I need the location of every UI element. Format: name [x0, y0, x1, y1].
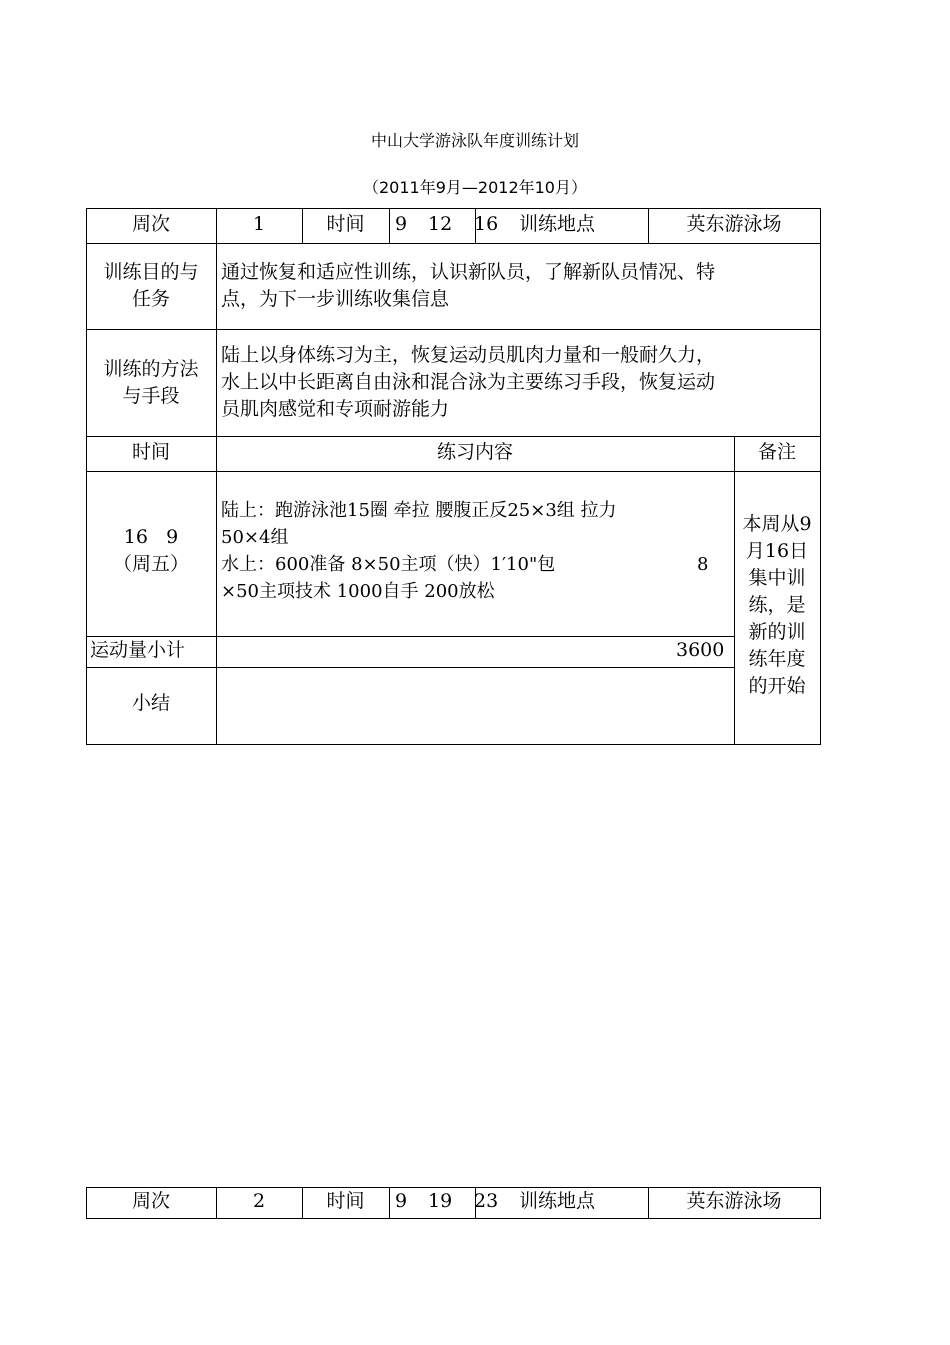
session-weekday: （周五） [112, 553, 189, 575]
note-line: 新的训 [748, 621, 806, 643]
practice-content [221, 497, 711, 605]
place-label: 训练地点 [519, 1190, 596, 1212]
place-value: 英东游泳场 [686, 1190, 782, 1212]
session-month: 9 [166, 526, 179, 548]
date-month: 9 [395, 1190, 408, 1212]
rule [86, 208, 821, 209]
rule [86, 329, 821, 330]
goal-text-line: 通过恢复和适应性训练，认识新队员，了解新队员情况、特 [221, 261, 716, 283]
method-text [221, 342, 715, 423]
goal-label [86, 259, 216, 313]
practice-content-line: 陆上：跑游泳池15圈 牵拉 腰腹正反25×3组 拉力 [221, 500, 617, 521]
document-subtitle: （2011年9月—2012年10月） [363, 178, 587, 197]
date-end: 16 [474, 213, 499, 235]
note-line: 集中训 [748, 567, 806, 589]
place-label: 训练地点 [519, 213, 596, 235]
summary-label: 小结 [131, 692, 170, 714]
session-date [86, 524, 216, 551]
column-header-note: 备注 [757, 441, 796, 463]
practice-content-line [221, 551, 711, 578]
rule [86, 243, 821, 244]
practice-content-segment: 水上：600准备 8×50主项（快）1′10"包 [221, 554, 556, 575]
note-line: 本周从9 [742, 513, 812, 535]
week-number: 1 [252, 213, 266, 235]
column-header-content: 练习内容 [436, 441, 513, 463]
practice-content-line: 50×4组 [221, 527, 289, 548]
load-label: 运动量小计 [90, 639, 186, 661]
rule [86, 436, 821, 437]
goal-text [221, 259, 715, 313]
session-day: 16 [123, 526, 148, 548]
date-start: 19 [428, 1190, 453, 1212]
rule [389, 1187, 390, 1218]
date-end: 23 [474, 1190, 499, 1212]
rule [86, 667, 734, 668]
practice-content-line: ×50主项技术 1000自手 200放松 [221, 581, 495, 602]
week-number: 2 [252, 1190, 266, 1212]
note-line: 月16日 [745, 540, 809, 562]
method-text-line: 水上以中长距离自由泳和混合泳为主要练习手段，恢复运动 [221, 371, 716, 393]
goal-label-line: 训练目的与 [103, 261, 199, 283]
load-value: 3600 [676, 639, 725, 661]
place-value: 英东游泳场 [686, 213, 782, 235]
method-label-line: 与手段 [122, 385, 180, 407]
note-text [734, 511, 820, 700]
time-label: 时间 [326, 213, 365, 235]
rule [86, 744, 821, 745]
goal-text-line: 点，为下一步训练收集信息 [221, 288, 450, 310]
week-label: 周次 [131, 213, 170, 235]
method-text-line: 陆上以身体练习为主，恢复运动员肌肉力量和一般耐久力， [221, 344, 716, 366]
date-start: 12 [428, 213, 453, 235]
rule [86, 471, 821, 472]
rule [216, 208, 217, 745]
method-label [86, 356, 216, 410]
note-line: 练，是 [748, 594, 806, 616]
column-header-time: 时间 [131, 441, 170, 463]
rule [820, 208, 821, 745]
date-month: 9 [395, 213, 408, 235]
rule [86, 1218, 821, 1219]
method-label-line: 训练的方法 [103, 358, 199, 380]
week-label: 周次 [131, 1190, 170, 1212]
goal-label-line: 任务 [131, 288, 170, 310]
note-line: 的开始 [748, 675, 806, 697]
rule [820, 1187, 821, 1218]
method-text-line: 员肌肉感觉和专项耐游能力 [221, 398, 450, 420]
practice-content-segment: 8 [697, 554, 709, 575]
note-line: 练年度 [748, 648, 806, 670]
time-label: 时间 [326, 1190, 365, 1212]
document-title: 中山大学游泳队年度训练计划 [370, 131, 579, 150]
rule [389, 208, 390, 243]
